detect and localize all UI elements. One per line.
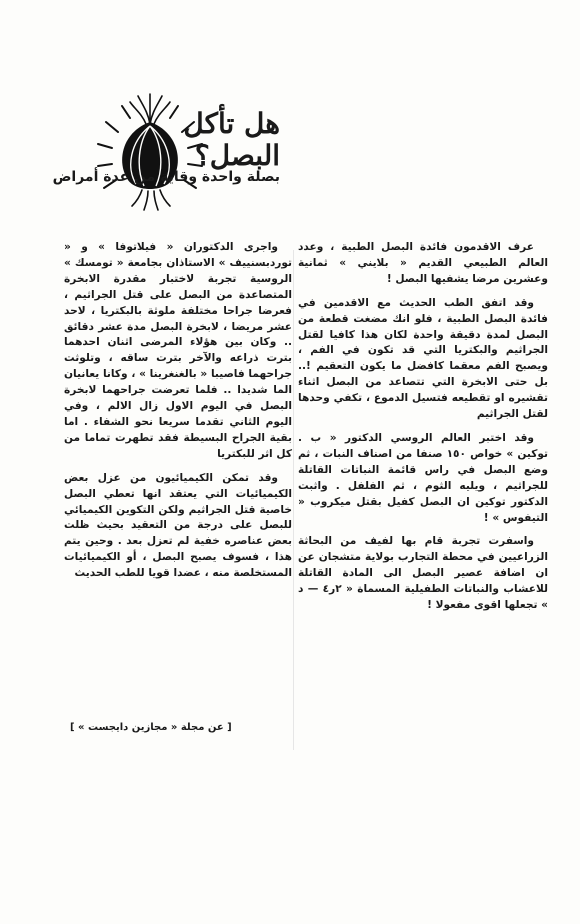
source-citation: [ عن مجلة « مجازين دايجست » ] [70, 722, 232, 733]
article-subtitle: بصلة واحدة وقاية من عدة أمراض [52, 169, 280, 185]
paragraph: عرف الاقدمون فائدة البصل الطبية ، وعدد العالم الطبيعي القديم « بلايني » ثمانية وعشرين مرضا يشفيها البصل ! [298, 241, 548, 285]
paragraph: واسفرت تجربة قام بها لفيف من البحاثة الزراعيين في محطة التجارب بولاية متشجان عن ان اضافة عصير البصل الى المادة القاتلة للاعشاب والنباتات الطفيلية المسماة « ٢ر٤ — د » تجعلها اقوى مفعولا ! [298, 535, 548, 612]
paragraph: وقد اتفق الطب الحديث مع الاقدمين في فائدة البصل الطبية ، فلو انك مضغت قطعة من البصل لمدة دقيقة واحدة لكان هذا كافيا لقتل الجراثيم والبكتريا التي قد تكون في الفم ، ويصبح الفم معقما كافضل ما يكون التعقيم !.. بل حتى الابخرة التي تتصاعد من البصل اثناء تقشيره او تقطيعه فتسيل الدموع ، تكفي وحدها لقتل الجراثيم [298, 296, 548, 421]
article-column-left [64, 240, 292, 590]
column-divider [293, 250, 294, 750]
paragraph: وقد اختبر العالم الروسي الدكتور « ب . توكين » خواص ١٥٠ صنفا من اصناف النبات ، ثم وضع البصل في راس قائمة النباتات القاتلة للجراثيم ، ويليه الثوم ، ثم الفلفل . واثبت الدكتور توكين ان البصل كفيل بقتل ميكروب « التيفوس » ! [298, 431, 548, 524]
article-title: هل تأكل البصل؟ [183, 107, 280, 172]
paragraph: واجرى الدكتوران « فيلاتوفا » و « توردبسنييف » الاستاذان بجامعة « تومسك » الروسية تجربة لاختبار مقدرة الابخرة المتصاعدة من البصل على قتل الجراثيم ، فعرضا جراحا مختلفة ملوثة بالبكتريا ، لاحد عشر مريضا ، لابخرة البصل مدة عشر دقائق .. وكان بين هؤلاء المرضى اثنان احدهما بترت ذراعه والآخر بترت ساقه ، وتلوثت جراحهما فاصيبا « بالغنغرينا » ، وكانا يعانيان الما شديدا .. فلما تعرضت جراحهما لابخرة البصل في اليوم الاول زال الالم ، وفي اليوم الثاني تقدما سريعا نحو الشفاء . اما بقية الجراح البسيطة فقد تطهرت تماما من كل اثر للبكتريا [64, 241, 292, 460]
paragraph: وقد تمكن الكيميائيون من عزل بعض الكيميائيات التي يعتقد انها تعطي البصل خاصية قتل الجراثيم ولكن التكوين الكيميائي للبصل على درجة من التعقيد بحيث ظلت بعض عناصره خفية لم تعزل بعد . وحين يتم هذا ، فسوف يصبح البصل ، أو الكيميائيات المستخلصة منه ، عضدا قويا للطب الحديث [64, 471, 292, 580]
article-column-right [298, 240, 548, 622]
